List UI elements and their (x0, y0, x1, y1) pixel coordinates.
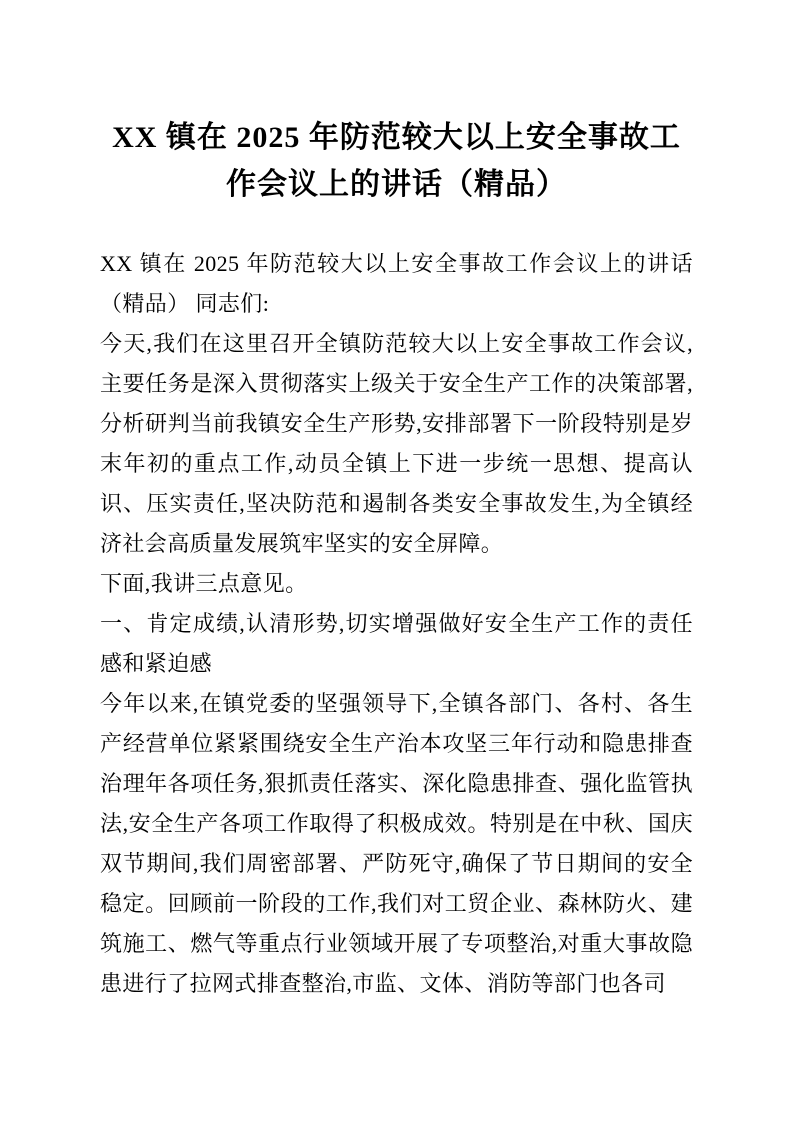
paragraph: 今年以来,在镇党委的坚强领导下,全镇各部门、各村、各生产经营单位紧紧围绕安全生产治本攻坚三年行动和隐患排查治理年各项任务,狠抓责任落实、深化隐患排查、强化监管执法,安全生产各项工作取得了积极成效。特别是在中秋、国庆双节期间,我们周密部署、严防死守,确保了节日期间的安全稳定。回顾前一阶段的工作,我们对工贸企业、森林防火、建筑施工、燃气等重点行业领域开展了专项整治,对重大事故隐患进行了拉网式排查整治,市监、文体、消防等部门也各司 (100, 691, 693, 996)
paragraph: XX 镇在 2025 年防范较大以上安全事故工作会议上的讲话（精品） 同志们: (100, 251, 693, 316)
document-title: XX 镇在 2025 年防范较大以上安全事故工作会议上的讲话（精品） (112, 121, 681, 201)
paragraph: 下面,我讲三点意见。 (100, 571, 308, 596)
paragraph: 今天,我们在这里召开全镇防范较大以上安全事故工作会议,主要任务是深入贯彻落实上级关于安全生产工作的决策部署,分析研判当前我镇安全生产形势,安排部署下一阶段特别是岁末年初的重点工作,动员全镇上下进一步统一思想、提高认识、压实责任,坚决防范和遏制各类安全事故发生,为全镇经济社会高质量发展筑牢坚实的安全屏障。 (100, 331, 693, 556)
paragraph: 一、肯定成绩,认清形势,切实增强做好安全生产工作的责任感和紧迫感 (100, 611, 693, 676)
document-body (100, 244, 693, 1004)
